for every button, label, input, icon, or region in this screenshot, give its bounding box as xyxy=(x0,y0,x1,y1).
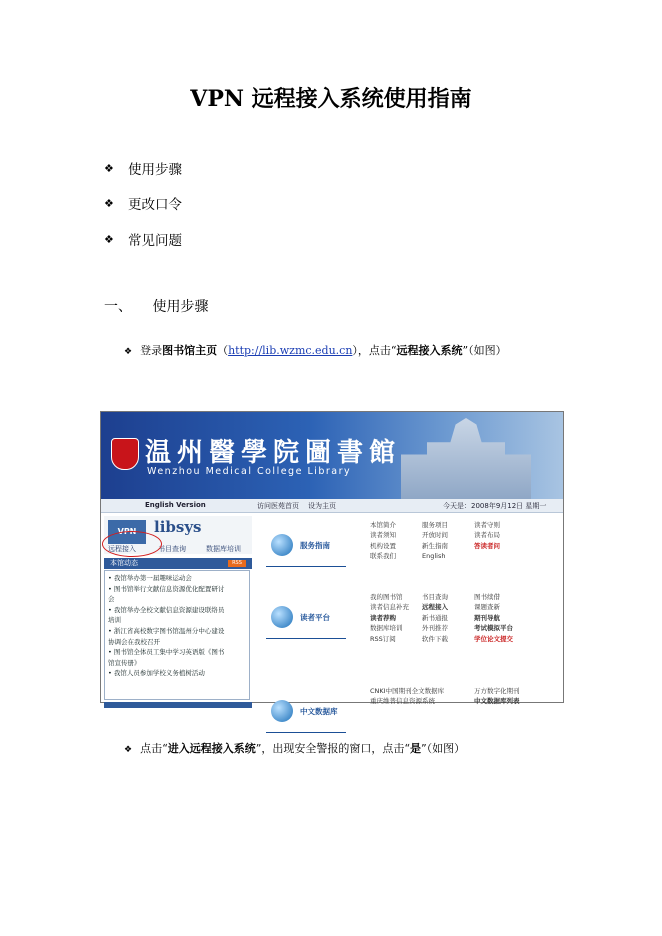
news-item[interactable]: • 图书馆举行文献信息资源优化配置研讨 xyxy=(108,584,225,593)
service-link[interactable]: 读者信息补充 xyxy=(370,603,409,612)
service-link[interactable]: 重庆维普信息资源系统 xyxy=(370,697,435,706)
diamond-bullet-icon: ❖ xyxy=(104,196,114,210)
service-block xyxy=(266,520,556,582)
library-homepage-screenshot xyxy=(100,411,564,716)
service-link[interactable]: 读者布局 xyxy=(474,531,500,540)
step-text: 点击“ xyxy=(140,742,168,755)
service-link[interactable]: 万方数字化期刊 xyxy=(474,687,520,695)
toc-item-faq[interactable] xyxy=(104,229,182,249)
service-name: 中文数据库 xyxy=(300,707,338,716)
toc-label: 使用步骤 xyxy=(128,162,182,178)
step-bold: 远程接入系统 xyxy=(396,344,463,357)
step-text: （ xyxy=(217,344,229,357)
service-link[interactable]: 新书通报 xyxy=(422,613,448,622)
service-link[interactable]: 软件下载 xyxy=(422,634,448,643)
banner-title-cn: 温州醫學院圖書館 xyxy=(145,438,402,468)
service-block xyxy=(266,592,556,654)
nav-set-homepage[interactable]: 设为主页 xyxy=(308,502,336,510)
news-item[interactable]: • 我馆举办全校文献信息资源建设联络员 xyxy=(108,605,225,614)
service-link[interactable]: 考试模拟平台 xyxy=(474,624,513,633)
step-text: ”（如图） xyxy=(420,742,466,755)
service-link[interactable]: 外刊推荐 xyxy=(422,624,448,633)
toc-label: 常见问题 xyxy=(128,233,182,249)
service-link[interactable]: 答读者问 xyxy=(474,541,500,550)
news-header xyxy=(104,558,252,569)
toc-item-steps[interactable] xyxy=(104,158,182,178)
service-globe-icon xyxy=(271,606,293,628)
service-link[interactable]: 图书续借 xyxy=(474,593,500,601)
service-link[interactable]: 中文数据库列表 xyxy=(474,697,520,706)
banner-title-en: Wenzhou Medical College Library xyxy=(147,466,352,477)
service-globe-icon xyxy=(271,700,293,722)
step-text: ”（如图） xyxy=(462,344,507,357)
news-item[interactable]: 培训 xyxy=(108,616,121,625)
diamond-bullet-icon: ❖ xyxy=(124,347,133,357)
service-link[interactable]: CNKI中国期刊全文数据库 xyxy=(370,687,445,695)
step-bold: 进入远程接入系统 xyxy=(167,742,256,755)
service-link[interactable]: 读者守则 xyxy=(474,521,500,529)
nav-english-version[interactable]: English Version xyxy=(145,501,206,509)
toc-item-password[interactable] xyxy=(104,193,182,213)
news-title: 本馆动态 xyxy=(110,559,138,567)
service-link[interactable]: 机构设置 xyxy=(370,541,396,550)
service-link[interactable]: 读者须知 xyxy=(370,531,396,540)
step-text: ），点击“ xyxy=(352,344,397,357)
college-emblem-icon xyxy=(111,438,139,470)
step-1 xyxy=(124,342,507,358)
news-footer-bar xyxy=(104,702,252,708)
service-link[interactable]: 数据库培训 xyxy=(370,624,403,633)
news-item[interactable]: • 图书馆全体员工集中学习英语版《图书 xyxy=(108,648,225,657)
section-heading xyxy=(104,296,208,316)
service-link[interactable]: 我的图书馆 xyxy=(370,593,403,601)
service-block xyxy=(266,686,556,748)
service-link[interactable]: 联系我们 xyxy=(370,552,396,561)
rss-icon[interactable]: RSS xyxy=(228,560,246,567)
remote-access-label[interactable]: 远程接入 xyxy=(108,545,136,553)
step-2 xyxy=(124,740,465,756)
database-training-label[interactable]: 数据库培训 xyxy=(206,545,241,553)
service-divider xyxy=(266,638,346,639)
service-link[interactable]: 学位论文提交 xyxy=(474,634,513,643)
step-text: 登录 xyxy=(140,344,163,357)
step-text: ”，出现安全警报的窗口，点击“ xyxy=(255,742,410,755)
step-bold: 图书馆主页 xyxy=(162,344,218,357)
service-link[interactable]: 书目查询 xyxy=(422,593,448,601)
service-divider xyxy=(266,732,346,733)
diamond-bullet-icon: ❖ xyxy=(124,745,133,755)
library-banner xyxy=(101,412,563,499)
service-link[interactable]: 开放时间 xyxy=(422,531,448,540)
highlight-circle xyxy=(102,531,162,557)
diamond-bullet-icon: ❖ xyxy=(104,232,114,246)
news-item[interactable]: 馆宣传册》 xyxy=(108,658,141,667)
toc-label: 更改口令 xyxy=(128,197,182,213)
left-column xyxy=(104,516,252,706)
library-home-link[interactable]: http://lib.wzmc.edu.cn xyxy=(228,344,353,357)
news-item[interactable]: • 我馆举办第一届趣味运动会 xyxy=(108,574,192,582)
service-name: 服务指南 xyxy=(300,541,330,550)
section-number: 一、 xyxy=(104,299,132,315)
diamond-bullet-icon: ❖ xyxy=(104,161,114,175)
news-item[interactable]: • 我馆人员参加学校义务植树活动 xyxy=(108,669,205,678)
vpn-logo-button[interactable]: VPN xyxy=(108,520,146,544)
libsys-logo[interactable]: libsys xyxy=(154,518,202,536)
service-link[interactable]: 远程接入 xyxy=(422,603,448,612)
service-link[interactable]: 本馆简介 xyxy=(370,521,396,529)
library-building-icon xyxy=(401,418,531,499)
service-link[interactable]: RSS订阅 xyxy=(370,634,396,643)
service-globe-icon xyxy=(271,534,293,556)
news-item[interactable]: 会 xyxy=(108,595,115,604)
service-name: 读者平台 xyxy=(300,613,330,622)
nav-date: 今天是：2008年9月12日 星期一 xyxy=(443,502,547,510)
news-item[interactable]: 协调会在我校召开 xyxy=(108,637,160,646)
service-link[interactable]: 读者荐购 xyxy=(370,613,396,622)
service-link[interactable]: 期刊导航 xyxy=(474,613,500,622)
section-title: 使用步骤 xyxy=(152,299,209,315)
news-item[interactable]: • 浙江省高校数字图书馆温州分中心建设 xyxy=(108,626,225,635)
service-link[interactable]: English xyxy=(422,552,446,561)
service-link[interactable]: 新生指南 xyxy=(422,541,448,550)
catalog-search-label[interactable]: 书目查询 xyxy=(158,545,186,553)
service-link[interactable]: 服务项目 xyxy=(422,521,448,529)
service-link[interactable]: 课题查新 xyxy=(474,603,500,612)
news-list xyxy=(104,570,250,700)
quick-links-strip xyxy=(104,516,252,554)
nav-visit-home[interactable]: 访问医苑首页 xyxy=(257,502,299,510)
service-divider xyxy=(266,566,346,567)
step-bold: 是 xyxy=(409,742,421,755)
document-title: VPN 远程接入系统使用指南 xyxy=(190,86,472,112)
top-navbar xyxy=(101,499,563,513)
